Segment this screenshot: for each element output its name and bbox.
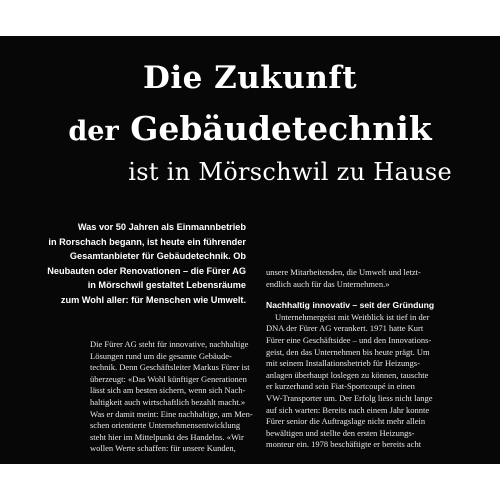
lead-line: in Rorschach begann, ist heute ein führender — [48, 236, 246, 247]
headline-line-3: ist in Mörschwil zu Hause — [128, 158, 452, 186]
body-line: VW-Transporter um. Der Erfolg liess nicht lange — [266, 392, 433, 403]
body-line: geist, den das Unternehmen bis heute prägt. Um — [266, 346, 430, 357]
paragraph-gap — [266, 290, 433, 300]
headline-line-2-prefix: der — [68, 116, 119, 147]
lead-line: in Mörschwil gestaltet Lebensräume — [87, 280, 246, 291]
lead-paragraph — [14, 220, 246, 308]
body-column-1 — [90, 339, 256, 455]
body-line: anlagen überhaupt loslegen zu können, tauschte — [266, 369, 429, 380]
body-line: DNA der Fürer AG verankert. 1971 hatte Kurt — [266, 323, 424, 334]
headline-line-1: Die Zukunft — [142, 60, 358, 96]
magazine-page — [0, 36, 500, 464]
section-subhead: Nachhaltig innovativ – seit der Gründung — [266, 300, 435, 311]
body-line: monteur ein. 1978 beschäftigte er bereits acht — [266, 439, 422, 450]
body-line: Lösungen rund um die gesamte Gebäude- — [90, 350, 232, 361]
lead-line: zum Wohl aller: für Menschen wie Umwelt. — [60, 294, 246, 305]
body-line: Was er damit meint: Eine nachhaltige, am Men- — [90, 408, 253, 419]
body-line: schen orientierte Unternehmensentwicklung — [90, 420, 241, 431]
body-line: technik. Denn Geschäftsleiter Markus Fürer ist — [90, 362, 250, 373]
lead-line: Neubauten oder Renovationen – die Fürer AG — [47, 265, 246, 276]
body-line: lässt sich am besten sichern, wenn sich Nach- — [90, 385, 246, 396]
body-line: mit seinem Installationsbetrieb für Heizungs- — [266, 358, 420, 369]
body-line: haltigkeit auch wirtschaftlich bezahlt macht.» — [90, 396, 246, 407]
body-line: unsere Mitarbeitenden, die Umwelt und letzt- — [266, 267, 421, 277]
body-line: wollen Werte schaffen: für unsere Kunden, — [90, 443, 236, 454]
body-line: endlich auch für das Unternehmen.» — [266, 278, 390, 289]
body-line: er kurzerhand sein Fiat-Sportcoupé in einen — [266, 381, 415, 392]
body-line: bewältigen und stellte den ersten Heizungs- — [266, 427, 415, 438]
lead-line: Was vor 50 Jahren als Einmannbetrieb — [77, 222, 246, 232]
headline-line-2-main: Gebäudetechnik — [130, 109, 432, 148]
lead-line: Gesamtanbieter für Gebäudetechnik. Ob — [69, 251, 246, 262]
body-line: Fürer eine Geschäftsidee – und den Innovations- — [266, 334, 432, 345]
body-column-2 — [266, 267, 433, 451]
body-line: Die Fürer AG steht für innovative, nachhaltige — [90, 339, 249, 349]
body-line: steht hier im Mittelpunkt des Handelns. «Wir — [90, 431, 244, 442]
body-line: überzeugt: «Das Wohl künftiger Generationen — [90, 373, 247, 384]
body-line: Fürer senior die Auftragslage nicht mehr allein — [266, 416, 426, 427]
body-line: auf sich warten: Bereits nach einem Jahr konnte — [266, 404, 430, 415]
body-line: Unternehmergeist mit Weitblick ist tief in der — [275, 311, 430, 322]
headline-line-2 — [0, 110, 500, 151]
